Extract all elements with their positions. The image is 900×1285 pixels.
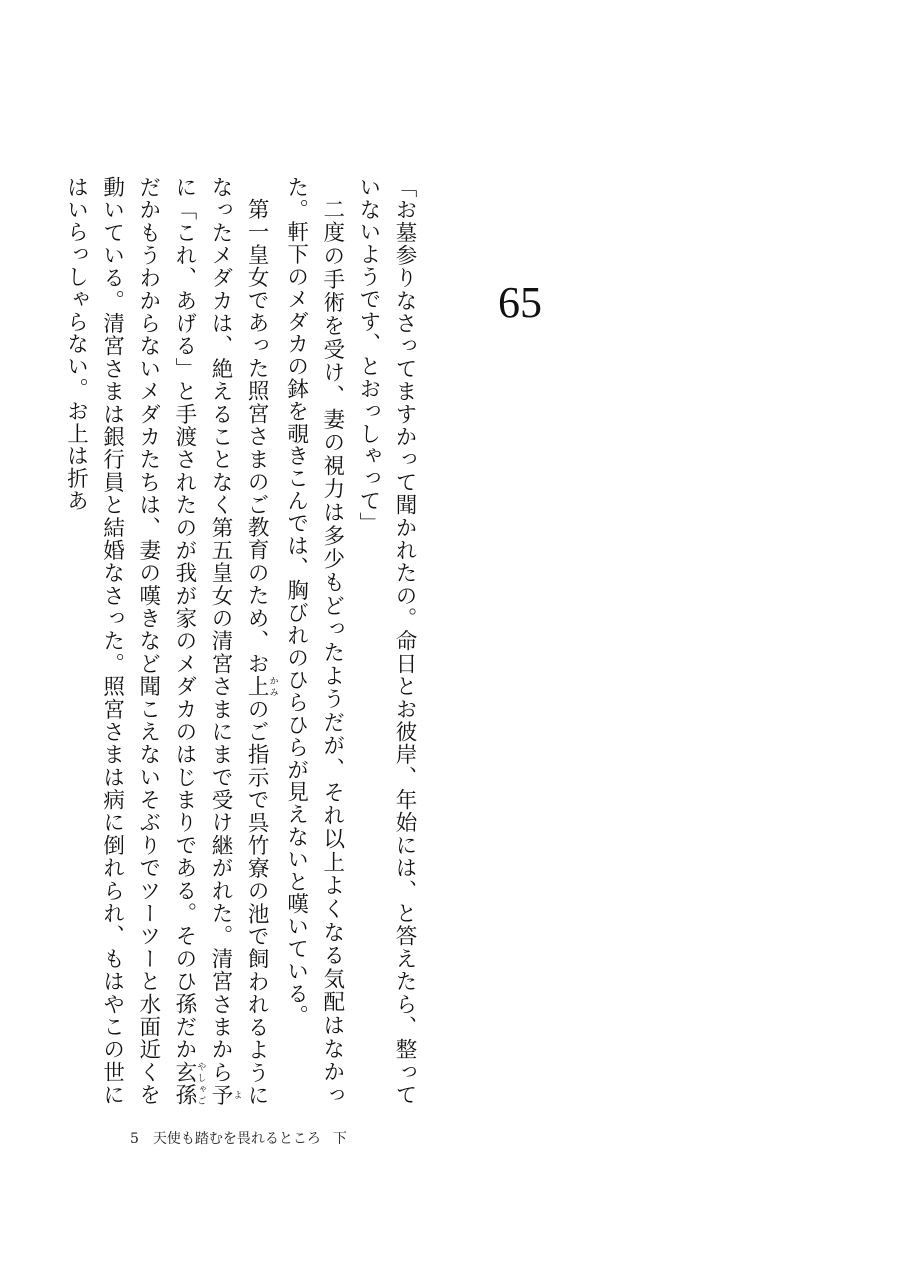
paragraph-3-text-c: に「これ、あげる」と手渡されたのが我が家のメダカのはじまりである。そのひ孫だか — [171, 176, 197, 1061]
ruby-kami — [244, 674, 278, 698]
paragraph-2: 二度の手術を受け、妻の視力は多少もどったようだが、それ以上よくなる気配はなかった。軒下のメダカの鉢を覗きこんでは、胸びれのひらひらが見えないと嘆いている。 — [283, 176, 345, 1106]
paragraph-1: 「お墓参りなさってますかって聞かれたの。命日とお彼岸、年始には、と答えたら、整っていないようです、とおっしゃって」 — [355, 176, 417, 1106]
page-number: 5 — [130, 1131, 139, 1147]
paragraph-3-text-d: だかもうわからないメダカたちは、妻の嘆きなど聞こえないそぶりでツーツーと水面近くを動いている。清宮さまは銀行員と結婚なさった。照宮さまは病に倒れられ、もはやこの世にはいらっしゃらない。お上は折あ — [63, 176, 161, 1106]
paragraph-3-text-a: 第一皇女であった照宮さまのご教育のため、お — [244, 197, 270, 675]
paragraph-3-text-b: のご指示で呉竹寮の池で飼われるようになったメダカは、絶えることなく第五皇女の清宮さまにまで受け継がれた。清宮さまから — [207, 176, 270, 1107]
ruby-yo — [207, 1083, 242, 1106]
volume-label: 下 — [332, 1131, 347, 1147]
ruby-yashago — [171, 1060, 206, 1106]
body-text — [63, 176, 422, 1107]
book-title: 天使も踏むを畏れるところ — [152, 1131, 321, 1147]
ruby-yashago-reading: やしゃご — [195, 1060, 206, 1106]
page-footer — [130, 1130, 347, 1148]
ruby-yashago-base: 玄孫 — [171, 1060, 197, 1106]
paragraph-3 — [57, 176, 277, 1106]
ruby-yo-reading: よ — [231, 1083, 242, 1106]
ruby-yo-base: 予 — [207, 1083, 233, 1106]
ruby-kami-reading: かみ — [267, 674, 278, 698]
chapter-number: 65 — [498, 278, 542, 327]
ruby-kami-base: 上 — [244, 674, 270, 698]
